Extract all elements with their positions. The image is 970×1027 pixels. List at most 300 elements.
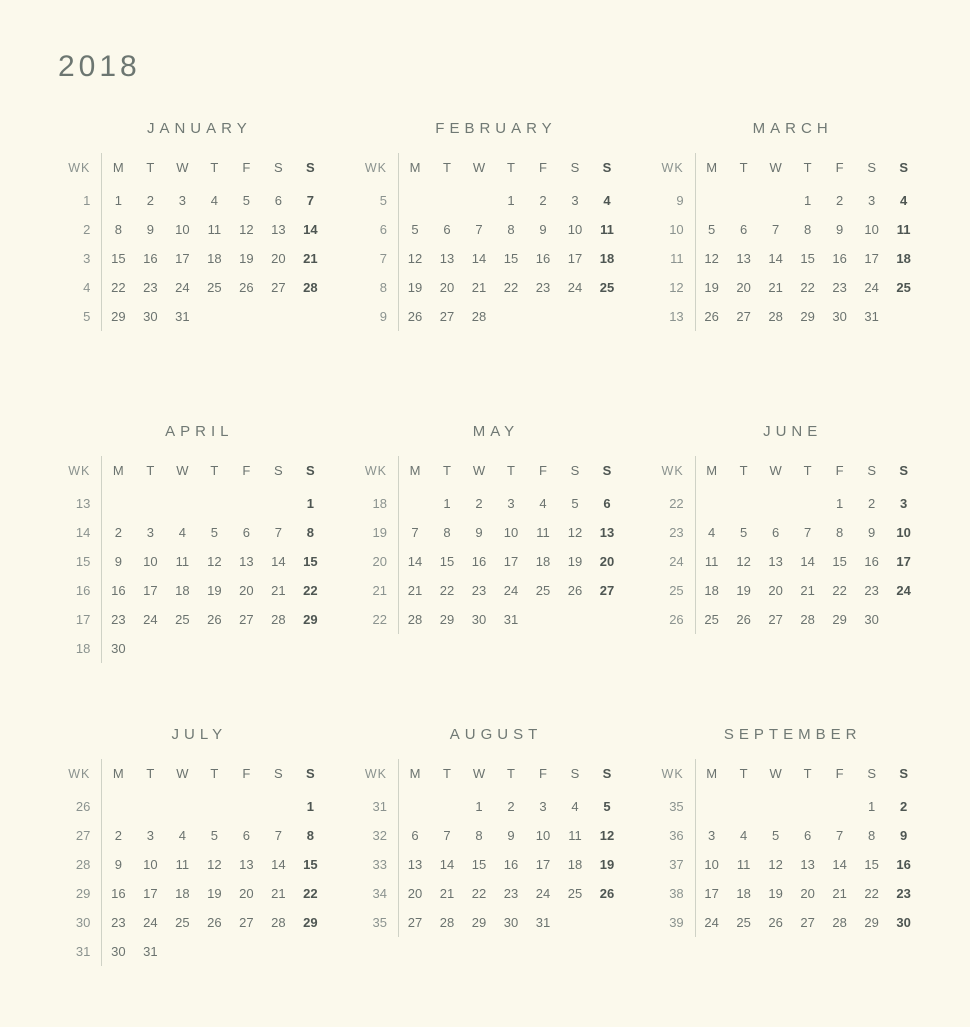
day-cell[interactable]: 3 bbox=[868, 193, 876, 208]
day-cell[interactable]: 16 bbox=[832, 251, 847, 266]
day-cell[interactable]: 7 bbox=[836, 828, 844, 843]
day-of-week-header: S bbox=[867, 463, 876, 478]
day-cell[interactable]: 2 bbox=[507, 799, 515, 814]
day-cell[interactable]: 18 bbox=[535, 554, 551, 569]
day-cell[interactable]: 21 bbox=[832, 886, 847, 901]
day-cell[interactable]: 30 bbox=[832, 309, 847, 324]
day-cell[interactable]: 5 bbox=[210, 828, 218, 843]
day-cell[interactable]: 23 bbox=[471, 583, 487, 598]
day-cell[interactable]: 25 bbox=[535, 583, 551, 598]
day-cell[interactable]: 7 bbox=[475, 222, 483, 237]
day-cell[interactable]: 19 bbox=[736, 583, 751, 598]
day-cell[interactable]: 25 bbox=[736, 915, 751, 930]
day-cell[interactable]: 15 bbox=[439, 554, 455, 569]
day-cell[interactable]: 28 bbox=[271, 612, 286, 627]
day-cell[interactable]: 3 bbox=[146, 525, 154, 540]
day-cell[interactable]: 30 bbox=[102, 937, 135, 966]
day-cell[interactable]: 25 bbox=[599, 280, 615, 295]
day-cell[interactable]: 22 bbox=[832, 583, 847, 598]
day-cell[interactable]: 7 bbox=[274, 525, 282, 540]
day-cell[interactable]: 5 bbox=[603, 799, 611, 814]
day-cell[interactable]: 8 bbox=[102, 215, 135, 244]
day-cell[interactable]: 10 bbox=[567, 222, 583, 237]
day-cell[interactable]: 4 bbox=[740, 828, 748, 843]
day-cell[interactable]: 11 bbox=[600, 222, 614, 237]
day-cell[interactable]: 27 bbox=[398, 908, 431, 937]
day-cell[interactable]: 2 bbox=[868, 496, 876, 511]
day-cell-empty bbox=[792, 792, 824, 821]
day-cell[interactable]: 19 bbox=[207, 583, 222, 598]
day-cell[interactable]: 28 bbox=[303, 280, 318, 295]
day-cell[interactable]: 1 bbox=[475, 799, 483, 814]
day-cell[interactable]: 6 bbox=[443, 222, 451, 237]
day-cell[interactable]: 2 bbox=[539, 193, 547, 208]
day-cell[interactable]: 11 bbox=[695, 547, 728, 576]
month-block bbox=[633, 118, 930, 421]
week-row bbox=[644, 821, 920, 850]
day-cell[interactable]: 22 bbox=[102, 273, 135, 302]
week-number-cell: 14 bbox=[75, 525, 91, 540]
day-cell[interactable]: 5 bbox=[242, 193, 250, 208]
day-cell[interactable]: 22 bbox=[471, 886, 487, 901]
day-cell-empty bbox=[198, 489, 230, 518]
day-cell[interactable]: 27 bbox=[768, 612, 783, 627]
day-cell[interactable]: 10 bbox=[896, 525, 911, 540]
day-cell[interactable]: 12 bbox=[599, 828, 615, 843]
week-number-cell: 30 bbox=[75, 915, 91, 930]
day-cell[interactable]: 7 bbox=[772, 222, 780, 237]
day-cell[interactable]: 11 bbox=[736, 857, 751, 872]
day-cell[interactable]: 1 bbox=[868, 799, 876, 814]
day-cell[interactable]: 10 bbox=[695, 850, 728, 879]
day-cell[interactable]: 21 bbox=[471, 280, 487, 295]
day-cell[interactable]: 29 bbox=[864, 915, 879, 930]
day-cell[interactable]: 5 bbox=[571, 496, 579, 511]
day-cell[interactable]: 11 bbox=[536, 525, 550, 540]
day-cell[interactable]: 23 bbox=[503, 886, 519, 901]
week-row bbox=[347, 186, 623, 215]
day-cell[interactable]: 7 bbox=[804, 525, 812, 540]
day-cell[interactable]: 24 bbox=[143, 915, 158, 930]
day-cell[interactable]: 8 bbox=[507, 222, 515, 237]
day-cell[interactable]: 13 bbox=[439, 251, 455, 266]
day-cell[interactable]: 26 bbox=[768, 915, 783, 930]
day-cell[interactable]: 10 bbox=[864, 222, 879, 237]
day-cell[interactable]: 27 bbox=[439, 309, 455, 324]
week-row bbox=[50, 273, 326, 302]
day-cell[interactable]: 8 bbox=[836, 525, 844, 540]
day-cell[interactable]: 3 bbox=[539, 799, 547, 814]
day-cell[interactable]: 9 bbox=[102, 850, 135, 879]
day-cell[interactable]: 18 bbox=[175, 886, 190, 901]
day-cell[interactable]: 15 bbox=[503, 251, 519, 266]
day-cell[interactable]: 1 bbox=[507, 193, 515, 208]
day-cell[interactable]: 25 bbox=[695, 605, 728, 634]
day-cell[interactable]: 5 bbox=[398, 215, 431, 244]
day-cell[interactable]: 27 bbox=[239, 612, 254, 627]
day-cell[interactable]: 12 bbox=[768, 857, 783, 872]
day-cell[interactable]: 6 bbox=[603, 496, 611, 511]
day-cell[interactable]: 27 bbox=[736, 309, 751, 324]
day-cell[interactable]: 20 bbox=[439, 280, 455, 295]
day-cell[interactable]: 24 bbox=[896, 583, 911, 598]
day-cell[interactable]: 6 bbox=[740, 222, 748, 237]
day-cell[interactable]: 26 bbox=[736, 612, 751, 627]
day-cell[interactable]: 23 bbox=[102, 605, 135, 634]
day-cell[interactable]: 31 bbox=[503, 612, 519, 627]
day-cell[interactable]: 20 bbox=[800, 886, 815, 901]
day-cell[interactable]: 24 bbox=[567, 280, 583, 295]
day-cell[interactable]: 4 bbox=[695, 518, 728, 547]
day-cell[interactable]: 17 bbox=[143, 886, 158, 901]
day-cell[interactable]: 24 bbox=[143, 612, 158, 627]
day-cell[interactable]: 7 bbox=[274, 828, 282, 843]
day-cell[interactable]: 14 bbox=[271, 857, 286, 872]
day-cell[interactable]: 23 bbox=[864, 583, 879, 598]
day-cell-empty bbox=[824, 792, 856, 821]
day-cell[interactable]: 15 bbox=[102, 244, 135, 273]
day-cell[interactable]: 14 bbox=[439, 857, 455, 872]
day-cell[interactable]: 13 bbox=[599, 525, 615, 540]
day-cell[interactable]: 28 bbox=[439, 915, 455, 930]
day-cell[interactable]: 24 bbox=[695, 908, 728, 937]
day-cell[interactable]: 22 bbox=[303, 583, 318, 598]
day-cell[interactable]: 4 bbox=[900, 193, 908, 208]
day-cell[interactable]: 15 bbox=[800, 251, 815, 266]
day-cell[interactable]: 29 bbox=[800, 309, 815, 324]
day-cell[interactable]: 20 bbox=[398, 879, 431, 908]
day-cell[interactable]: 2 bbox=[475, 496, 483, 511]
day-cell[interactable]: 26 bbox=[207, 612, 222, 627]
day-cell[interactable]: 3 bbox=[900, 496, 908, 511]
day-cell[interactable]: 29 bbox=[102, 302, 135, 331]
day-cell[interactable]: 26 bbox=[239, 280, 254, 295]
day-cell[interactable]: 16 bbox=[535, 251, 551, 266]
day-cell[interactable]: 9 bbox=[539, 222, 547, 237]
day-cell[interactable]: 18 bbox=[896, 251, 911, 266]
day-cell[interactable]: 14 bbox=[832, 857, 847, 872]
day-cell[interactable]: 28 bbox=[471, 309, 487, 324]
day-cell[interactable]: 19 bbox=[695, 273, 728, 302]
day-cell[interactable]: 16 bbox=[471, 554, 487, 569]
day-cell[interactable]: 28 bbox=[271, 915, 286, 930]
day-cell[interactable]: 9 bbox=[868, 525, 876, 540]
day-cell[interactable]: 23 bbox=[535, 280, 551, 295]
day-cell[interactable]: 29 bbox=[471, 915, 487, 930]
week-number-cell: 36 bbox=[669, 828, 684, 843]
day-cell[interactable]: 23 bbox=[102, 908, 135, 937]
day-cell[interactable]: 13 bbox=[239, 554, 254, 569]
day-cell[interactable]: 30 bbox=[471, 612, 487, 627]
day-cell[interactable]: 27 bbox=[800, 915, 815, 930]
day-cell[interactable]: 8 bbox=[306, 828, 314, 843]
day-cell[interactable]: 17 bbox=[896, 554, 911, 569]
day-cell[interactable]: 22 bbox=[864, 886, 879, 901]
day-cell[interactable]: 1 bbox=[102, 186, 135, 215]
day-cell[interactable]: 6 bbox=[398, 821, 431, 850]
day-cell[interactable]: 20 bbox=[599, 554, 615, 569]
day-cell[interactable]: 8 bbox=[804, 222, 812, 237]
day-cell[interactable]: 21 bbox=[439, 886, 455, 901]
day-cell[interactable]: 18 bbox=[175, 583, 190, 598]
day-cell[interactable]: 15 bbox=[303, 554, 318, 569]
day-cell[interactable]: 27 bbox=[271, 280, 286, 295]
day-cell[interactable]: 15 bbox=[864, 857, 879, 872]
day-cell[interactable]: 2 bbox=[900, 799, 908, 814]
day-cell[interactable]: 3 bbox=[695, 821, 728, 850]
day-cell-empty bbox=[166, 634, 198, 663]
day-cell[interactable]: 17 bbox=[567, 251, 583, 266]
day-cell[interactable]: 5 bbox=[210, 525, 218, 540]
day-of-week-header: W bbox=[176, 766, 189, 781]
day-cell[interactable]: 10 bbox=[143, 554, 158, 569]
day-cell[interactable]: 9 bbox=[836, 222, 844, 237]
day-cell[interactable]: 16 bbox=[864, 554, 879, 569]
day-cell[interactable]: 16 bbox=[896, 857, 911, 872]
day-cell[interactable]: 25 bbox=[175, 612, 190, 627]
day-cell[interactable]: 7 bbox=[306, 193, 314, 208]
day-cell[interactable]: 13 bbox=[736, 251, 751, 266]
day-cell[interactable]: 30 bbox=[503, 915, 519, 930]
day-cell[interactable]: 19 bbox=[599, 857, 615, 872]
day-cell[interactable]: 2 bbox=[146, 193, 154, 208]
day-cell[interactable]: 22 bbox=[503, 280, 519, 295]
day-cell[interactable]: 26 bbox=[398, 302, 431, 331]
day-cell[interactable]: 21 bbox=[398, 576, 431, 605]
day-cell[interactable]: 21 bbox=[271, 886, 286, 901]
day-cell[interactable]: 1 bbox=[443, 496, 451, 511]
day-cell-empty bbox=[527, 605, 559, 634]
day-cell[interactable]: 29 bbox=[303, 612, 318, 627]
day-cell[interactable]: 18 bbox=[736, 886, 751, 901]
day-cell[interactable]: 9 bbox=[507, 828, 515, 843]
day-cell[interactable]: 19 bbox=[207, 886, 222, 901]
day-cell[interactable]: 13 bbox=[239, 857, 254, 872]
day-cell[interactable]: 13 bbox=[398, 850, 431, 879]
day-cell[interactable]: 30 bbox=[896, 915, 911, 930]
day-cell[interactable]: 30 bbox=[143, 309, 158, 324]
day-cell[interactable]: 19 bbox=[398, 273, 431, 302]
day-cell[interactable]: 6 bbox=[274, 193, 282, 208]
day-cell[interactable]: 19 bbox=[567, 554, 583, 569]
day-cell[interactable]: 8 bbox=[306, 525, 314, 540]
day-cell[interactable]: 4 bbox=[210, 193, 218, 208]
day-cell[interactable]: 25 bbox=[207, 280, 222, 295]
day-cell[interactable]: 9 bbox=[102, 547, 135, 576]
day-cell[interactable]: 2 bbox=[102, 821, 135, 850]
day-cell[interactable]: 18 bbox=[599, 251, 615, 266]
day-cell[interactable]: 4 bbox=[178, 525, 186, 540]
day-cell[interactable]: 6 bbox=[772, 525, 780, 540]
day-cell[interactable]: 30 bbox=[102, 634, 135, 663]
day-cell[interactable]: 22 bbox=[439, 583, 455, 598]
day-cell[interactable]: 2 bbox=[102, 518, 135, 547]
day-cell[interactable]: 4 bbox=[571, 799, 579, 814]
day-cell[interactable]: 8 bbox=[443, 525, 451, 540]
week-number-header: WK bbox=[661, 463, 684, 478]
day-cell[interactable]: 24 bbox=[535, 886, 551, 901]
day-cell[interactable]: 18 bbox=[207, 251, 222, 266]
day-cell[interactable]: 24 bbox=[503, 583, 519, 598]
day-cell[interactable]: 12 bbox=[567, 525, 583, 540]
day-cell[interactable]: 19 bbox=[768, 886, 783, 901]
day-cell[interactable]: 26 bbox=[599, 886, 615, 901]
day-cell[interactable]: 12 bbox=[695, 244, 728, 273]
day-cell[interactable]: 16 bbox=[102, 879, 135, 908]
table-header-row bbox=[50, 759, 326, 792]
day-cell[interactable]: 25 bbox=[175, 915, 190, 930]
day-cell[interactable]: 12 bbox=[736, 554, 751, 569]
day-cell[interactable]: 10 bbox=[503, 525, 519, 540]
day-cell[interactable]: 13 bbox=[271, 222, 286, 237]
week-row bbox=[644, 850, 920, 879]
day-of-week-header: S bbox=[899, 463, 908, 478]
day-cell[interactable]: 26 bbox=[567, 583, 583, 598]
day-cell[interactable]: 20 bbox=[239, 583, 254, 598]
day-cell[interactable]: 15 bbox=[471, 857, 487, 872]
day-cell[interactable]: 4 bbox=[603, 193, 611, 208]
day-cell[interactable]: 2 bbox=[836, 193, 844, 208]
day-cell[interactable]: 20 bbox=[768, 583, 783, 598]
day-cell[interactable]: 15 bbox=[832, 554, 847, 569]
day-cell[interactable]: 1 bbox=[836, 496, 844, 511]
day-cell[interactable]: 12 bbox=[398, 244, 431, 273]
day-cell[interactable]: 14 bbox=[303, 222, 318, 237]
day-cell[interactable]: 7 bbox=[398, 518, 431, 547]
day-cell[interactable]: 22 bbox=[303, 886, 318, 901]
day-cell[interactable]: 1 bbox=[306, 496, 314, 511]
day-cell[interactable]: 11 bbox=[175, 857, 190, 872]
day-cell[interactable]: 14 bbox=[398, 547, 431, 576]
day-cell[interactable]: 26 bbox=[207, 915, 222, 930]
table-header-row bbox=[644, 456, 920, 489]
day-cell[interactable]: 27 bbox=[239, 915, 254, 930]
day-cell[interactable]: 20 bbox=[736, 280, 751, 295]
day-cell[interactable]: 6 bbox=[242, 525, 250, 540]
day-cell[interactable]: 16 bbox=[503, 857, 519, 872]
day-cell[interactable]: 29 bbox=[439, 612, 455, 627]
day-cell[interactable]: 28 bbox=[832, 915, 847, 930]
day-cell[interactable]: 18 bbox=[567, 857, 583, 872]
day-cell[interactable]: 27 bbox=[599, 583, 615, 598]
day-cell[interactable]: 31 bbox=[535, 915, 551, 930]
day-cell[interactable]: 28 bbox=[768, 309, 783, 324]
day-cell[interactable]: 8 bbox=[868, 828, 876, 843]
day-cell[interactable]: 23 bbox=[832, 280, 847, 295]
day-cell[interactable]: 28 bbox=[800, 612, 815, 627]
day-cell[interactable]: 9 bbox=[475, 525, 483, 540]
day-cell-empty bbox=[230, 489, 262, 518]
day-cell[interactable]: 14 bbox=[271, 554, 286, 569]
day-cell[interactable]: 21 bbox=[768, 280, 783, 295]
day-cell-empty bbox=[230, 634, 262, 663]
day-cell[interactable]: 25 bbox=[896, 280, 911, 295]
day-cell[interactable]: 20 bbox=[239, 886, 254, 901]
day-cell[interactable]: 23 bbox=[896, 886, 911, 901]
day-cell[interactable]: 17 bbox=[143, 583, 158, 598]
day-cell-empty bbox=[591, 908, 623, 937]
day-cell[interactable]: 20 bbox=[271, 251, 286, 266]
day-cell[interactable]: 30 bbox=[864, 612, 879, 627]
day-cell[interactable]: 21 bbox=[271, 583, 286, 598]
day-cell[interactable]: 5 bbox=[772, 828, 780, 843]
day-cell[interactable]: 17 bbox=[503, 554, 519, 569]
day-cell[interactable]: 3 bbox=[571, 193, 579, 208]
day-cell[interactable]: 11 bbox=[207, 222, 222, 237]
day-cell[interactable]: 17 bbox=[535, 857, 551, 872]
day-cell[interactable]: 28 bbox=[398, 605, 431, 634]
day-cell[interactable]: 13 bbox=[768, 554, 783, 569]
day-cell[interactable]: 8 bbox=[475, 828, 483, 843]
week-row bbox=[50, 937, 326, 966]
day-cell[interactable]: 29 bbox=[303, 915, 318, 930]
day-cell[interactable]: 12 bbox=[207, 554, 222, 569]
day-cell[interactable]: 16 bbox=[143, 251, 158, 266]
day-cell[interactable]: 15 bbox=[303, 857, 318, 872]
day-cell[interactable]: 23 bbox=[143, 280, 158, 295]
day-cell[interactable]: 29 bbox=[832, 612, 847, 627]
day-cell[interactable]: 31 bbox=[864, 309, 879, 324]
day-cell[interactable]: 5 bbox=[740, 525, 748, 540]
day-cell[interactable]: 6 bbox=[804, 828, 812, 843]
day-cell[interactable]: 17 bbox=[175, 251, 190, 266]
day-cell[interactable]: 3 bbox=[146, 828, 154, 843]
day-cell[interactable]: 14 bbox=[800, 554, 815, 569]
day-cell[interactable]: 3 bbox=[178, 193, 186, 208]
day-cell[interactable]: 11 bbox=[896, 222, 911, 237]
day-cell[interactable]: 21 bbox=[303, 251, 318, 266]
day-cell[interactable]: 11 bbox=[175, 554, 190, 569]
day-cell[interactable]: 25 bbox=[567, 886, 583, 901]
day-cell[interactable]: 9 bbox=[146, 222, 154, 237]
day-cell[interactable]: 14 bbox=[471, 251, 487, 266]
day-cell[interactable]: 16 bbox=[102, 576, 135, 605]
week-number-cell: 4 bbox=[83, 280, 91, 295]
month-name: APRIL bbox=[165, 423, 234, 440]
day-cell[interactable]: 31 bbox=[143, 944, 158, 959]
day-cell[interactable]: 6 bbox=[242, 828, 250, 843]
day-cell[interactable]: 21 bbox=[800, 583, 815, 598]
day-cell[interactable]: 3 bbox=[507, 496, 515, 511]
day-cell[interactable]: 1 bbox=[306, 799, 314, 814]
day-cell[interactable]: 17 bbox=[864, 251, 879, 266]
day-cell[interactable]: 4 bbox=[539, 496, 547, 511]
day-cell[interactable]: 31 bbox=[175, 309, 190, 324]
day-cell[interactable]: 22 bbox=[800, 280, 815, 295]
week-row bbox=[644, 186, 920, 215]
day-cell[interactable]: 10 bbox=[143, 857, 158, 872]
day-cell[interactable]: 18 bbox=[695, 576, 728, 605]
day-cell[interactable]: 17 bbox=[695, 879, 728, 908]
day-cell[interactable]: 10 bbox=[535, 828, 551, 843]
day-cell[interactable]: 1 bbox=[804, 193, 812, 208]
day-cell[interactable]: 5 bbox=[695, 215, 728, 244]
day-cell[interactable]: 10 bbox=[175, 222, 190, 237]
day-cell[interactable]: 12 bbox=[239, 222, 254, 237]
day-cell[interactable]: 11 bbox=[568, 828, 582, 843]
day-cell[interactable]: 14 bbox=[768, 251, 783, 266]
day-cell[interactable]: 24 bbox=[175, 280, 190, 295]
day-cell[interactable]: 4 bbox=[178, 828, 186, 843]
day-cell[interactable]: 12 bbox=[207, 857, 222, 872]
day-cell[interactable]: 24 bbox=[864, 280, 879, 295]
day-cell[interactable]: 7 bbox=[443, 828, 451, 843]
day-cell[interactable]: 26 bbox=[695, 302, 728, 331]
day-cell[interactable]: 13 bbox=[800, 857, 815, 872]
week-number-cell: 18 bbox=[75, 641, 91, 656]
day-cell[interactable]: 9 bbox=[900, 828, 908, 843]
day-cell[interactable]: 19 bbox=[239, 251, 254, 266]
